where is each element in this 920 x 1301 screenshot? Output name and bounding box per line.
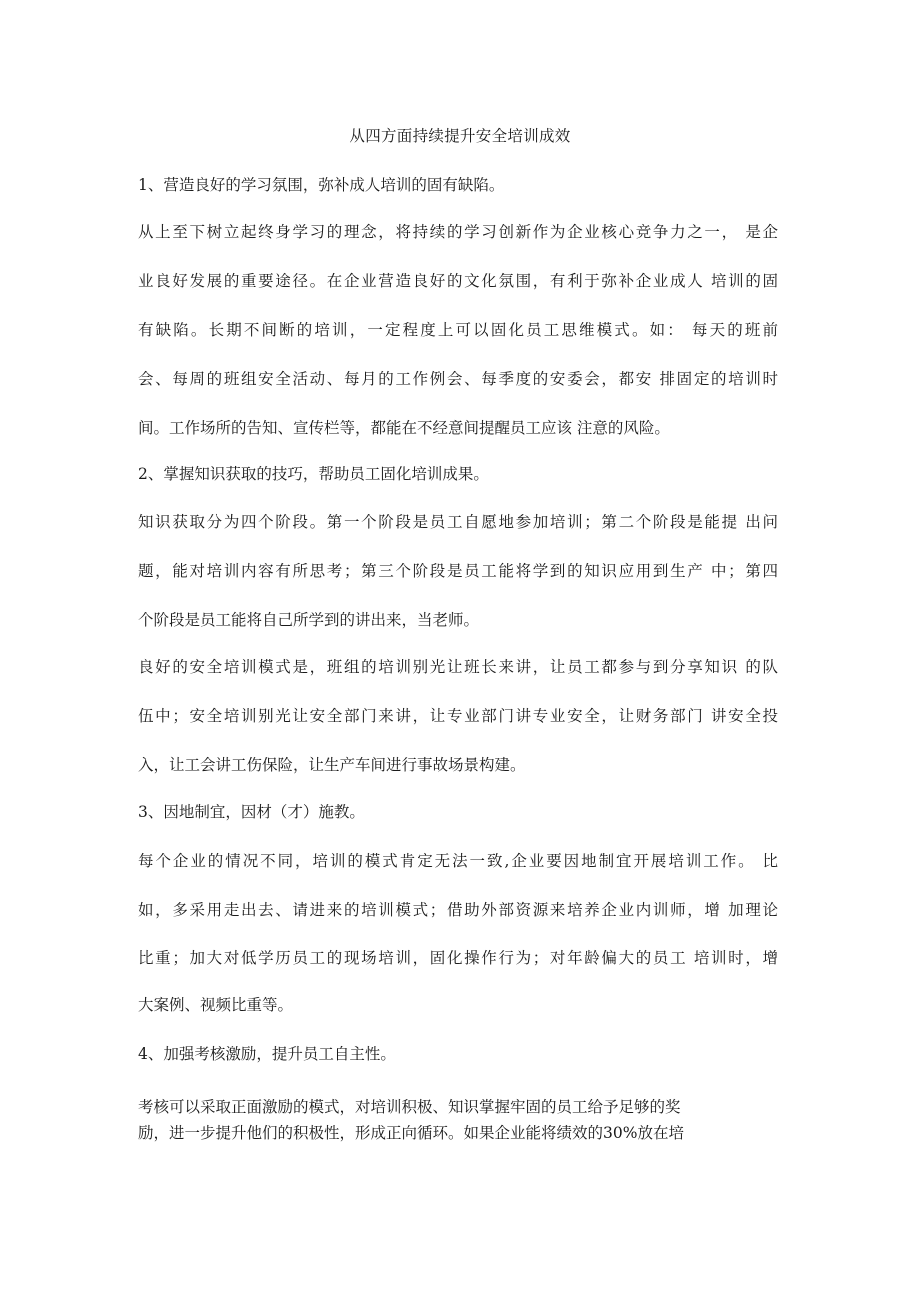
paragraph-line: 励，进一步提升他们的积极性，形成正向循环。如果企业能将绩效的30%放在培 xyxy=(138,1124,684,1142)
paragraph-line: 知识获取分为四个阶段。第一个阶段是员工自愿地参加培训；第二个阶段是能提 出问 xyxy=(138,513,778,531)
paragraph-line: 间。工作场所的告知、宣传栏等，都能在不经意间提醒员工应该 注意的风险。 xyxy=(138,419,670,437)
paragraph-line: 会、每周的班组安全活动、每月的工作例会、每季度的安委会，都安 排固定的培训时 xyxy=(138,370,778,388)
paragraph-line: 如，多采用走出去、请进来的培训模式；借助外部资源来培养企业内训师，增 加理论 xyxy=(138,901,778,919)
paragraph-line: 个阶段是员工能将自己所学到的讲出来，当老师。 xyxy=(138,611,480,629)
section-4-heading: 4、加强考核激励，提升员工自主性。 xyxy=(138,1045,396,1063)
paragraph-line: 从上至下树立起终身学习的理念，将持续的学习创新作为企业核心竞争力之一， 是企 xyxy=(138,223,778,241)
paragraph-line: 有缺陷。长期不间断的培训，一定程度上可以固化员工思维模式。如： 每天的班前 xyxy=(138,321,778,339)
section-3-heading: 3、因地制宜，因材（才）施教。 xyxy=(138,803,365,821)
paragraph-line: 题，能对培训内容有所思考；第三个阶段是员工能将学到的知识应用到生产 中；第四 xyxy=(138,562,778,580)
paragraph-line: 每个企业的情况不同，培训的模式肯定无法一致,企业要因地制宜开展培训工作。 比 xyxy=(138,852,778,870)
paragraph-line: 大案例、视频比重等。 xyxy=(138,996,294,1014)
paragraph-line: 良好的安全培训模式是，班组的培训别光让班长来讲，让员工都参与到分享知识 的队 xyxy=(138,658,778,676)
paragraph-line: 比重；加大对低学历员工的现场培训，固化操作行为；对年龄偏大的员工 培训时，增 xyxy=(138,949,778,967)
document-title: 从四方面持续提升安全培训成效 xyxy=(349,127,571,145)
section-2-heading: 2、掌握知识获取的技巧，帮助员工固化培训成果。 xyxy=(138,465,489,483)
paragraph-line: 入，让工会讲工伤保险，让生产车间进行事故场景构建。 xyxy=(138,756,526,774)
section-1-heading: 1、营造良好的学习氛围，弥补成人培训的固有缺陷。 xyxy=(138,176,505,194)
paragraph-line: 业良好发展的重要途径。在企业营造良好的文化氛围，有利于弥补企业成人 培训的固 xyxy=(138,272,778,290)
paragraph-line: 考核可以采取正面激励的模式，对培训积极、知识掌握牢固的员工给予足够的奖 xyxy=(138,1098,681,1116)
paragraph-line: 伍中；安全培训别光让安全部门来讲，让专业部门讲专业安全，让财务部门 讲安全投 xyxy=(138,707,778,725)
